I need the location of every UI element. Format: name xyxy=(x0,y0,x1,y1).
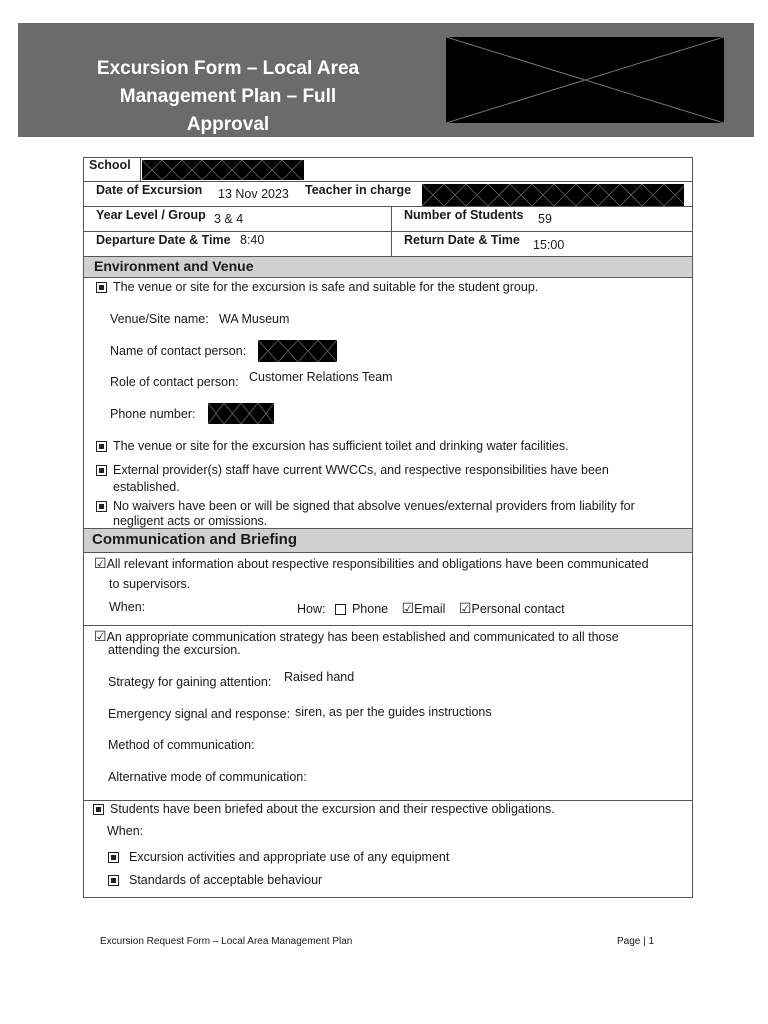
briefed-item xyxy=(93,802,555,816)
briefed-text: Students have been briefed about the excursion and their respective obligations. xyxy=(110,802,555,816)
date-label: Date of Excursion xyxy=(96,183,203,197)
venue-safe-text: The venue or site for the excursion is safe and suitable for the student group. xyxy=(113,280,539,294)
wwcc-text: External provider(s) staff have current WWCCs, and respective responsibilities have been xyxy=(113,463,609,477)
form-title-line2: Management Plan – Full Approval xyxy=(119,86,337,135)
venue-value: WA Museum xyxy=(219,312,290,326)
waiver-text-cont: negligent acts or omissions. xyxy=(113,514,268,528)
communication-heading xyxy=(83,528,693,553)
venue-safe-item xyxy=(96,280,538,294)
emergency-value: siren, as per the guides instructions xyxy=(295,705,492,719)
when2-label: When: xyxy=(107,824,144,838)
redacted-school xyxy=(142,160,304,180)
how-group xyxy=(297,600,565,617)
facilities-item xyxy=(96,439,569,453)
personal-contact-option: Personal contact xyxy=(471,602,565,616)
how-label: How: xyxy=(297,602,326,616)
students-value: 59 xyxy=(538,212,552,226)
phone-label: Phone number: xyxy=(110,407,196,421)
info-communicated-text: All relevant information about respective responsibilities and obligations have been communicated xyxy=(106,557,649,571)
school-row xyxy=(83,157,693,182)
role-value: Customer Relations Team xyxy=(249,370,393,384)
facilities-checkbox[interactable] xyxy=(96,441,107,452)
departure-return-row xyxy=(83,231,693,257)
phone-option: Phone xyxy=(351,602,389,616)
role-label: Role of contact person: xyxy=(110,375,239,389)
strategy-text: An appropriate communication strategy has been established and communicated to all those xyxy=(106,630,619,644)
redacted-teacher xyxy=(422,184,684,206)
year-label: Year Level / Group xyxy=(96,208,206,222)
year-value: 3 & 4 xyxy=(214,212,244,226)
info-communicated-item xyxy=(94,555,649,572)
strategy-text-cont: attending the excursion. xyxy=(108,643,241,657)
waiver-checkbox[interactable] xyxy=(96,501,107,512)
environment-section xyxy=(83,277,693,529)
venue-label: Venue/Site name: xyxy=(110,312,209,326)
environment-heading-text: Environment and Venue xyxy=(94,258,254,274)
email-option: Email xyxy=(414,602,446,616)
communication-info-section xyxy=(83,552,693,626)
facilities-text: The venue or site for the excursion has sufficient toilet and drinking water facilities. xyxy=(113,439,569,453)
method-label: Method of communication: xyxy=(108,738,255,752)
teacher-label: Teacher in charge xyxy=(305,183,412,197)
checkmark-icon[interactable]: ☑ xyxy=(94,628,107,644)
school-label: School xyxy=(89,158,131,172)
redacted-logo xyxy=(446,37,724,123)
behaviour-item xyxy=(108,873,322,887)
attention-label: Strategy for gaining attention: xyxy=(108,675,272,689)
footer-page-number: Page | 1 xyxy=(617,936,655,947)
date-value: 13 Nov 2023 xyxy=(218,187,289,201)
waiver-text: No waivers have been or will be signed that absolve venues/external providers from liability for xyxy=(113,499,635,513)
students-label: Number of Students xyxy=(404,208,524,222)
when-label: When: xyxy=(109,600,146,614)
info-communicated-text-cont: to supervisors. xyxy=(109,577,191,591)
activities-item xyxy=(108,850,449,864)
year-students-row xyxy=(83,206,693,232)
wwcc-checkbox[interactable] xyxy=(96,465,107,476)
activities-text: Excursion activities and appropriate use of any equipment xyxy=(129,850,450,864)
departure-label: Departure Date & Time xyxy=(96,233,231,247)
contact-label: Name of contact person: xyxy=(110,344,247,358)
behaviour-text: Standards of acceptable behaviour xyxy=(129,873,323,887)
alternative-label: Alternative mode of communication: xyxy=(108,770,307,784)
behaviour-checkbox[interactable] xyxy=(108,875,119,886)
return-label: Return Date & Time xyxy=(404,233,520,247)
date-teacher-row xyxy=(83,181,693,207)
header-banner xyxy=(18,23,754,137)
activities-checkbox[interactable] xyxy=(108,852,119,863)
communication-heading-text: Communication and Briefing xyxy=(92,531,298,548)
personal-checkmark-icon[interactable]: ☑ xyxy=(458,600,472,616)
attention-value: Raised hand xyxy=(284,670,355,684)
email-checkmark-icon[interactable]: ☑ xyxy=(401,600,415,616)
emergency-label: Emergency signal and response: xyxy=(108,707,291,721)
form-title-line1: Excursion Form – Local Area xyxy=(96,58,360,79)
wwcc-text-cont: established. xyxy=(113,480,180,494)
return-value: 15:00 xyxy=(533,238,565,252)
waiver-item xyxy=(96,499,635,513)
briefing-section xyxy=(83,800,693,898)
checkmark-icon[interactable]: ☑ xyxy=(94,555,107,571)
form-title xyxy=(78,55,378,139)
wwcc-item xyxy=(96,463,609,477)
communication-strategy-section xyxy=(83,625,693,801)
redacted-contact xyxy=(258,340,337,362)
redacted-phone xyxy=(208,403,274,424)
environment-heading xyxy=(83,256,693,278)
footer-left: Excursion Request Form – Local Area Management Plan xyxy=(100,936,353,947)
venue-safe-checkbox[interactable] xyxy=(96,282,107,293)
departure-value: 8:40 xyxy=(240,233,265,247)
phone-checkbox[interactable] xyxy=(335,604,346,615)
briefed-checkbox[interactable] xyxy=(93,804,104,815)
